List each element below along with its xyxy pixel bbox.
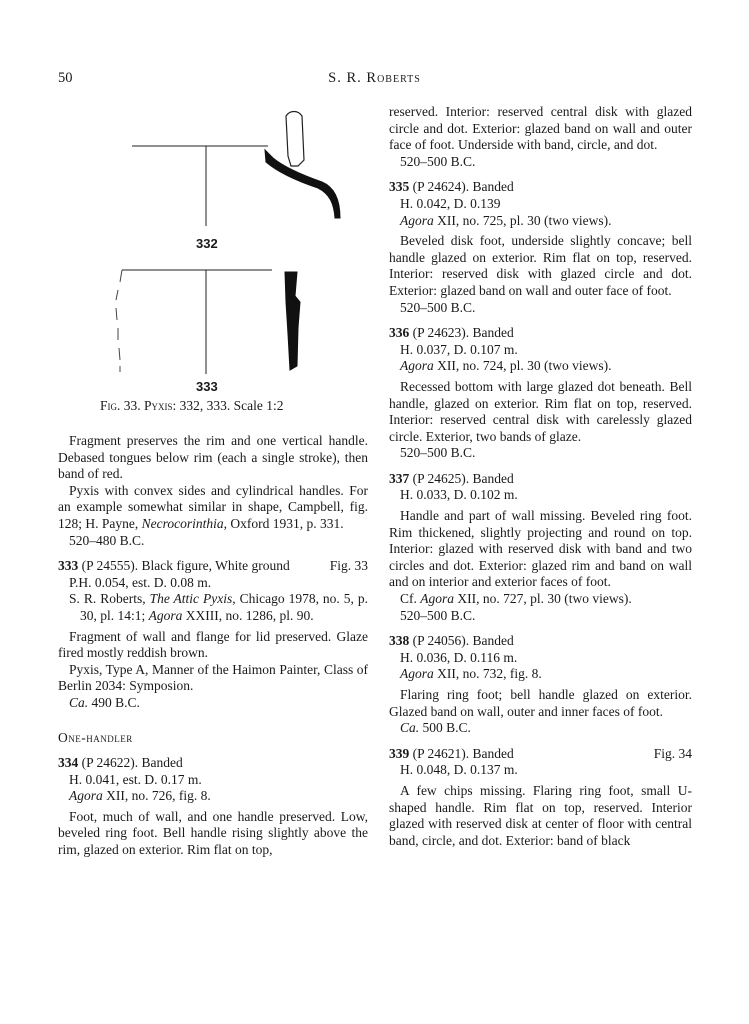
entry-337-comparanda: Cf. Agora XII, no. 727, pl. 30 (two views).: [400, 591, 632, 607]
entry-336-heading: 336 (P 24623). Banded: [389, 325, 514, 341]
entry-337-description: Handle and part of wall missing. Beveled ring foot. Rim thickened, slightly projecting and round on top. Interior: glazed with reserved disk with band and two circles and dot. Exterior: glazed rim and band on wall and on interior and exterior faces of foot.: [389, 508, 692, 590]
running-head: S. R. Roberts: [328, 70, 421, 86]
entry-332-date: 520–480 B.C.: [69, 532, 145, 548]
entry-335-dimensions: H. 0.042, D. 0.139: [400, 195, 501, 211]
caption-scale: Scale 1:2: [230, 398, 284, 413]
entry-333-dimensions: P.H. 0.054, est. D. 0.08 m.: [69, 574, 212, 590]
entry-339-dimensions: H. 0.048, D. 0.137 m.: [400, 762, 518, 778]
entry-333-date: Ca. 490 B.C.: [69, 694, 140, 710]
entry-338-description: Flaring ring foot; bell handle glazed on exterior. Glazed band on wall, outer and inner faces of foot.: [389, 687, 692, 719]
entry-332-comparanda: Pyxis with convex sides and cylindrical handles. For an example somewhat similar in shape, Campbell, fig. 128; H. Payne, Necrocorinthia, Oxford 1931, p. 331.: [58, 482, 368, 531]
entry-338-dimensions: H. 0.036, D. 0.116 m.: [400, 649, 518, 665]
entry-335-date: 520–500 B.C.: [400, 299, 476, 315]
entry-334-date: 520–500 B.C.: [400, 153, 476, 169]
entry-336-date: 520–500 B.C.: [400, 445, 476, 461]
profile-333: [116, 270, 300, 374]
entry-335-description: Beveled disk foot, underside slightly concave; bell handle glazed on exterior. Rim flat on top, reserved. Interior: reserved disk with glazed circle and dot. Exterior: glazed band on wall and outer face of foot.: [389, 233, 692, 298]
figure-label-333: 333: [196, 379, 218, 394]
entry-338-heading: 338 (P 24056). Banded: [389, 633, 514, 649]
entry-336-reference: Agora XII, no. 724, pl. 30 (two views).: [400, 358, 612, 374]
caption-prefix: Fig. 33. Pyxis:: [100, 398, 180, 413]
left-column: [58, 433, 368, 859]
profile-332: [132, 112, 340, 227]
entry-339-description: A few chips missing. Flaring ring foot, small U-shaped handle. Rim flat on top, reserved. Interior glazed with reserved disk at center of floor with central band, circle, and dot. Exterior: band of black: [389, 782, 692, 848]
entry-334-dimensions: H. 0.041, est. D. 0.17 m.: [69, 771, 202, 787]
entry-333-references: S. R. Roberts, The Attic Pyxis, Chicago 1978, no. 5, p. 30, pl. 14:1; Agora XXIII, no. 1286, pl. 90.: [69, 591, 368, 623]
caption-items: 332, 333.: [179, 398, 231, 413]
entry-337-heading: 337 (P 24625). Banded: [389, 470, 514, 486]
figure-33-drawings: [100, 104, 370, 404]
entry-339-heading: 339 (P 24621). Banded Fig. 34: [389, 745, 692, 761]
entry-332-description: Fragment preserves the rim and one vertical handle. Debased tongues below rim (each a single stroke), then band of red.: [58, 433, 368, 482]
figure-caption: [100, 398, 284, 414]
page-number: 50: [58, 70, 73, 86]
entry-333-figure-ref: Fig. 33: [329, 558, 368, 574]
entry-335-heading: 335 (P 24624). Banded: [389, 179, 514, 195]
figure-label-332: 332: [196, 236, 218, 251]
entry-339-figure-ref: Fig. 34: [653, 745, 692, 761]
entry-337-date: 520–500 B.C.: [400, 607, 476, 623]
entry-334-heading: 334 (P 24622). Banded: [58, 755, 183, 771]
entry-333-heading: 333 (P 24555). Black figure, White ground Fig. 33: [58, 558, 368, 574]
entry-336-description: Recessed bottom with large glazed dot beneath. Bell handle, glazed on exterior. Rim flat on top, reserved. Interior: reserved central disk with carelessly glazed circle. Exterior, two bands of glaze.: [389, 378, 692, 444]
entry-333-attribution: Pyxis, Type A, Manner of the Haimon Painter, Class of Berlin 2034: Symposion.: [58, 661, 368, 694]
right-column: [389, 104, 692, 849]
entry-338-reference: Agora XII, no. 732, fig. 8.: [400, 666, 542, 682]
entry-334-continued: reserved. Interior: reserved central disk with glazed circle and dot. Exterior: glazed band on wall and outer face of foot. Underside with band, circle, and dot.: [389, 104, 692, 153]
entry-337-dimensions: H. 0.033, D. 0.102 m.: [400, 487, 518, 503]
entry-334-reference: Agora XII, no. 726, fig. 8.: [69, 788, 211, 804]
entry-338-date: Ca. 500 B.C.: [400, 720, 471, 736]
entry-335-reference: Agora XII, no. 725, pl. 30 (two views).: [400, 212, 612, 228]
entry-333-description: Fragment of wall and flange for lid preserved. Glaze fired mostly reddish brown.: [58, 628, 368, 661]
section-heading-one-handler: One-handler: [58, 729, 133, 745]
entry-336-dimensions: H. 0.037, D. 0.107 m.: [400, 341, 518, 357]
entry-334-description: Foot, much of wall, and one handle preserved. Low, beveled ring foot. Bell handle rising slightly above the rim, glazed on exterior. Rim flat on top,: [58, 808, 368, 858]
